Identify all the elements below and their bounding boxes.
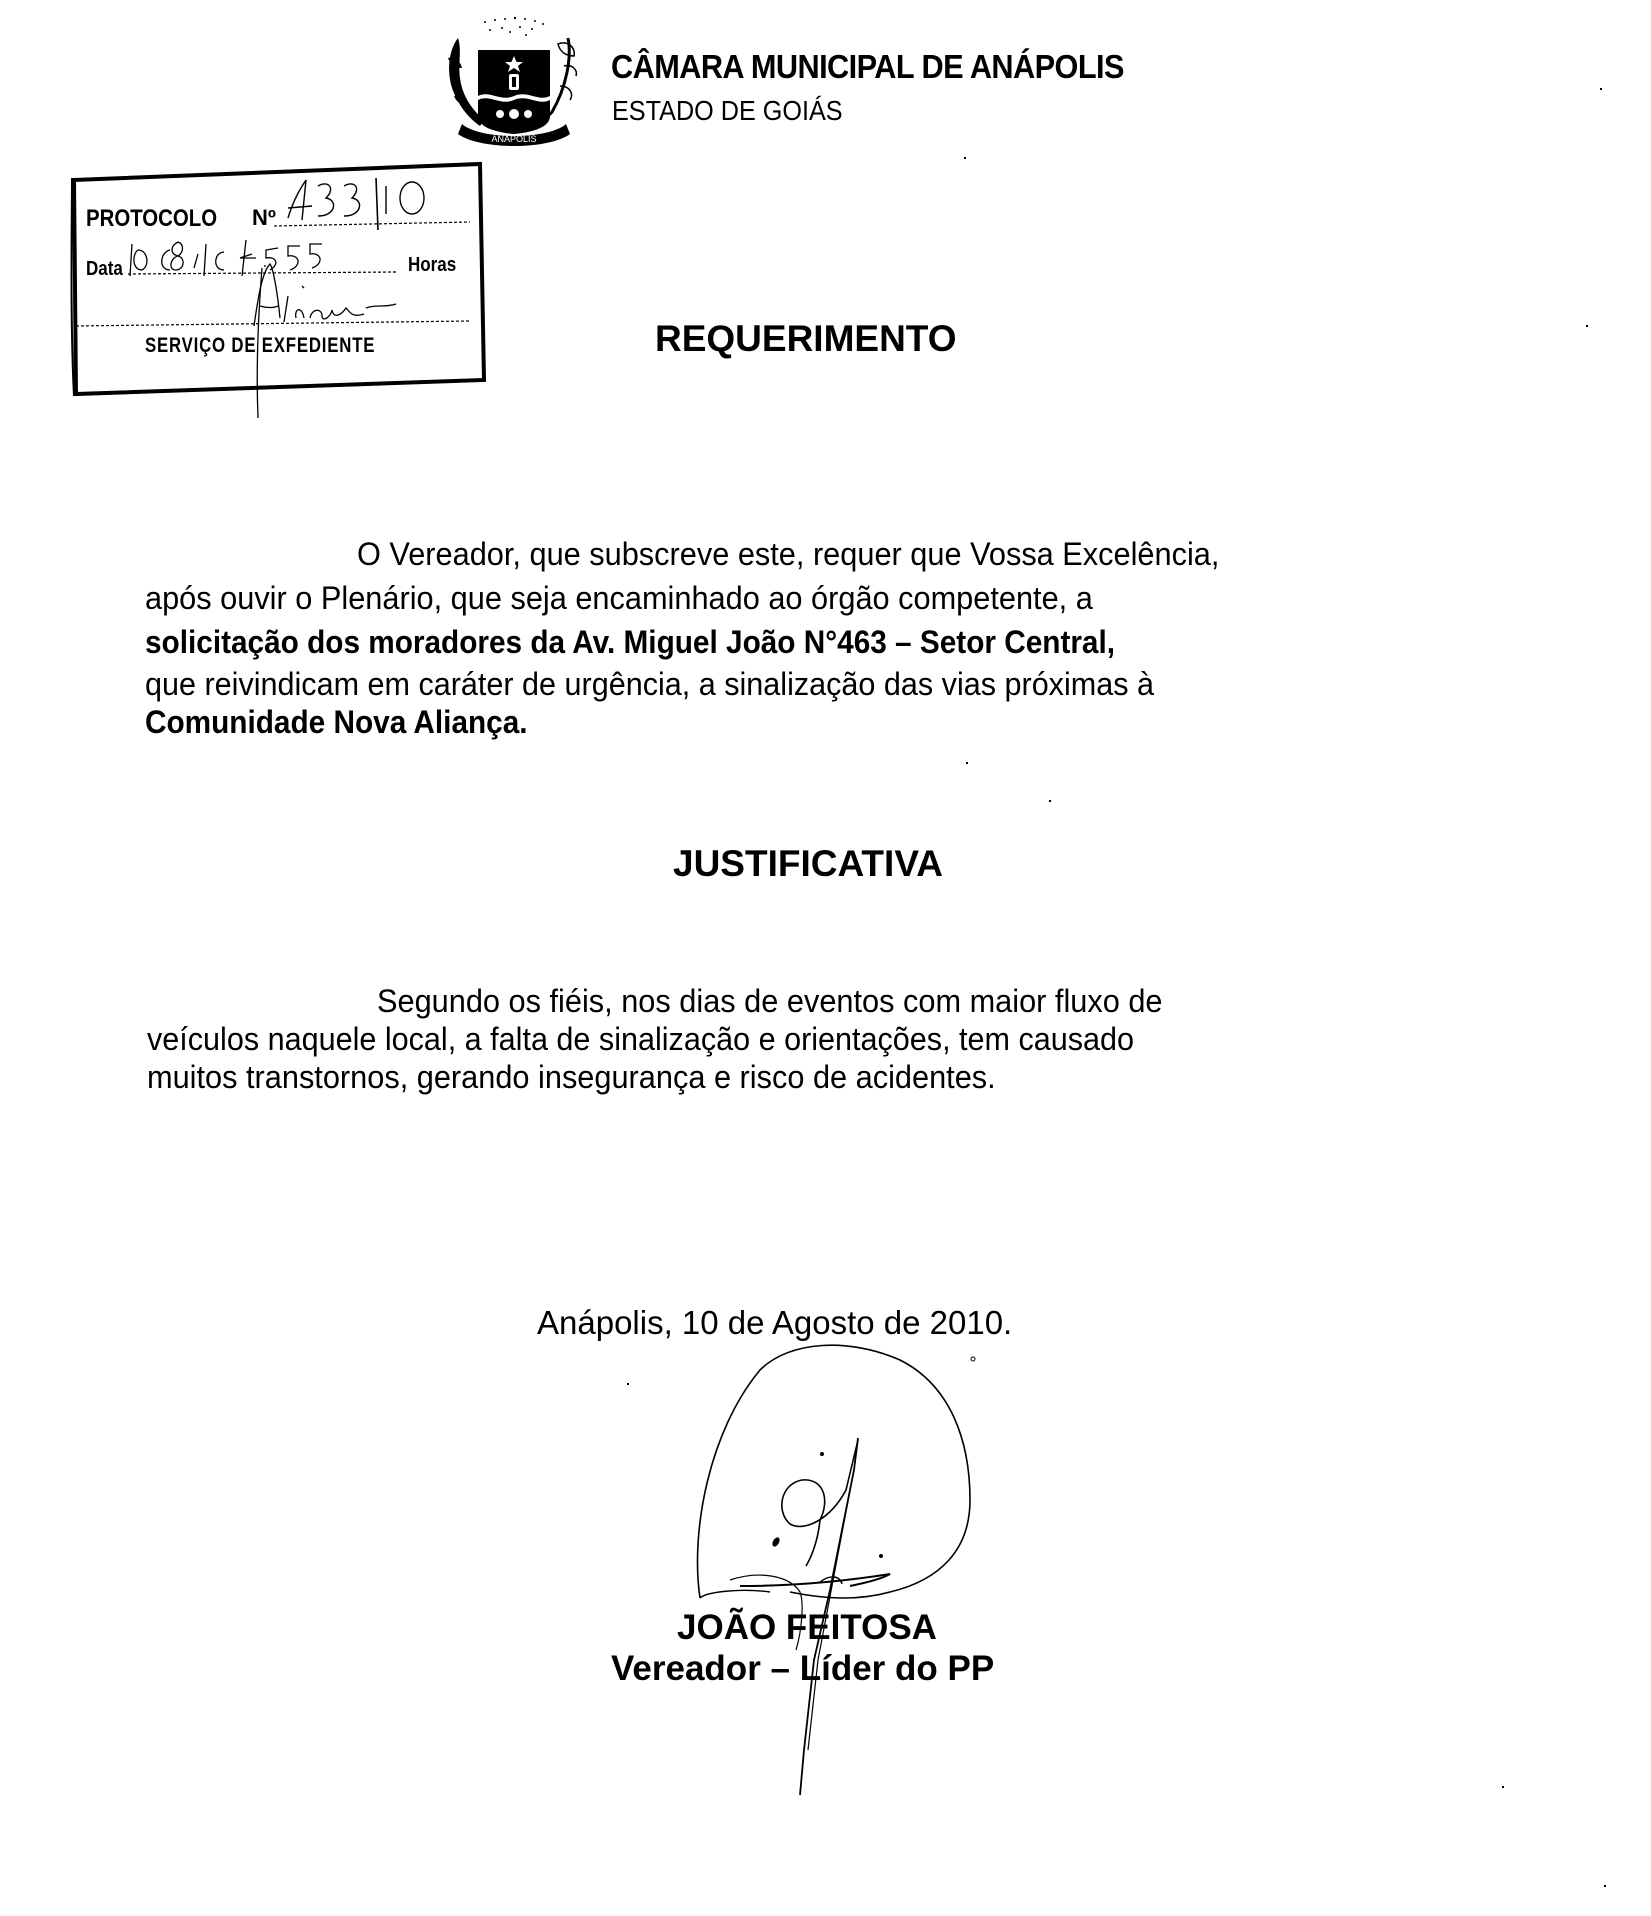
scan-speck [1600,88,1602,90]
handwritten-signature-icon [590,1330,1010,1810]
crest-motto: ANÁPOLIS [491,134,537,144]
signer-role: Vereador – Líder do PP [611,1649,995,1688]
stamp-border [66,158,496,428]
stamp-service-label [145,334,375,358]
scan-speck [1502,1786,1504,1788]
document-title: REQUERIMENTO [655,318,957,359]
municipal-crest-icon [440,8,585,156]
request-line-bold: solicitação dos moradores da Av. Miguel João N°463 – Setor Central, [145,624,1116,660]
stamp-numero-label: Nº [252,205,276,230]
request-line: que reivindicam em caráter de urgência, a sinalização das vias próximas à [145,666,1154,702]
request-line: após ouvir o Plenário, que seja encaminhado ao órgão competente, a [145,580,1093,616]
justification-line: veículos naquele local, a falta de sinalização e orientações, tem causado [147,1021,1135,1057]
place-date: Anápolis, 10 de Agosto de 2010. [537,1304,1013,1341]
state-name: ESTADO DE GOIÁS [612,95,843,126]
signer-name: JOÃO FEITOSA [677,1608,937,1647]
stamp-service-text: SERVIÇO DE EXFEDIENTE [145,334,376,357]
scan-speck [1604,1885,1606,1887]
scan-speck [627,1383,629,1385]
stamp-protocolo-label: PROTOCOLO [86,205,218,232]
scan-speck [964,157,966,159]
justification-title: JUSTIFICATIVA [673,843,943,884]
stamp-data-label: Data [86,258,123,280]
stamp-horas-label: Horas [408,254,457,276]
request-line-bold: Comunidade Nova Aliança. [145,704,528,740]
scan-speck [966,762,968,764]
institution-name: CÂMARA MUNICIPAL DE ANÁPOLIS [611,48,1124,85]
scan-speck [1586,325,1588,327]
scan-speck [1049,800,1051,802]
justification-line: Segundo os fiéis, nos dias de eventos com maior fluxo de [377,983,1163,1019]
request-line: O Vereador, que subscreve este, requer que Vossa Excelência, [357,536,1220,572]
protocol-stamp [66,158,496,428]
justification-line: muitos transtornos, gerando insegurança e risco de acidentes. [147,1059,996,1095]
